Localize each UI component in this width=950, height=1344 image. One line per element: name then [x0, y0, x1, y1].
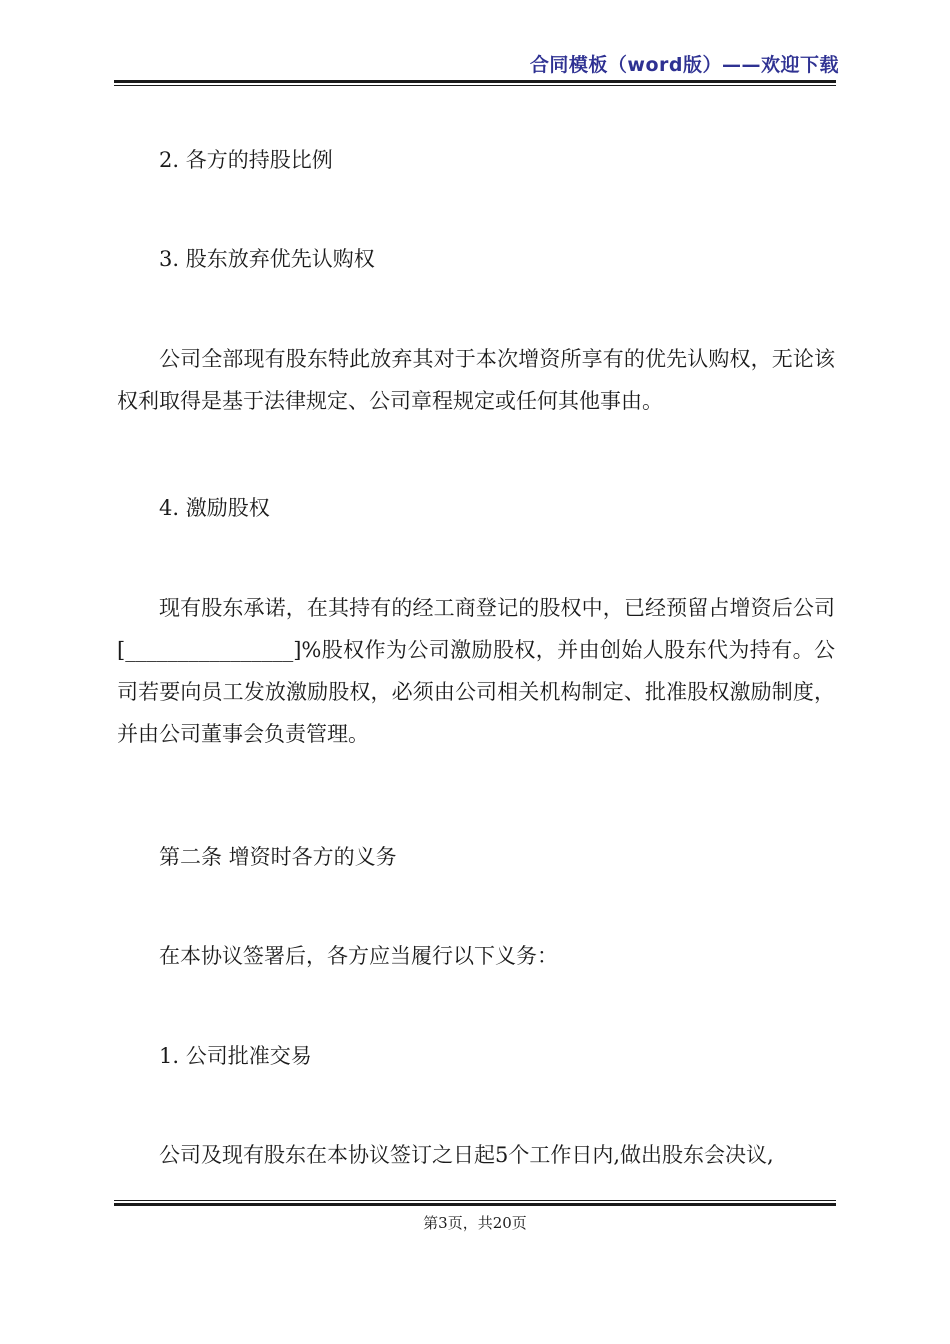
body-paragraph: 公司全部现有股东特此放弃其对于本次增资所享有的优先认购权，无论该权利取得是基于法律规定、公司章程规定或任何其他事由。	[117, 347, 835, 413]
footer-rule-thick	[114, 1203, 836, 1206]
item-heading: 1. 公司批准交易	[159, 1044, 312, 1068]
header-rule-thin	[114, 85, 836, 86]
item-heading: 4. 激励股权	[159, 496, 270, 520]
item-heading: 3. 股东放弃优先认购权	[159, 247, 375, 271]
article-heading: 第二条 增资时各方的义务	[159, 845, 397, 869]
item-heading: 2. 各方的持股比例	[159, 148, 333, 172]
page-number: 第3页，共20页	[423, 1214, 527, 1232]
body-paragraph: 现有股东承诺，在其持有的经工商登记的股权中，已经预留占增资后公司[________________]%股权作为公司激励股权，并由创始人股东代为持有。公司若要向员工发放激励股权，必须由公司相关机构制定、批准股权激励制度，并由公司董事会负责管理。	[117, 596, 835, 746]
footer-rule-thin	[114, 1200, 836, 1201]
body-paragraph: 在本协议签署后，各方应当履行以下义务：	[159, 944, 558, 968]
body-paragraph: 公司及现有股东在本协议签订之日起5个工作日内,做出股东会决议,	[159, 1143, 774, 1167]
header-title: 合同模板（word版）——欢迎下载	[529, 54, 839, 76]
header-rule-thick	[114, 80, 836, 83]
